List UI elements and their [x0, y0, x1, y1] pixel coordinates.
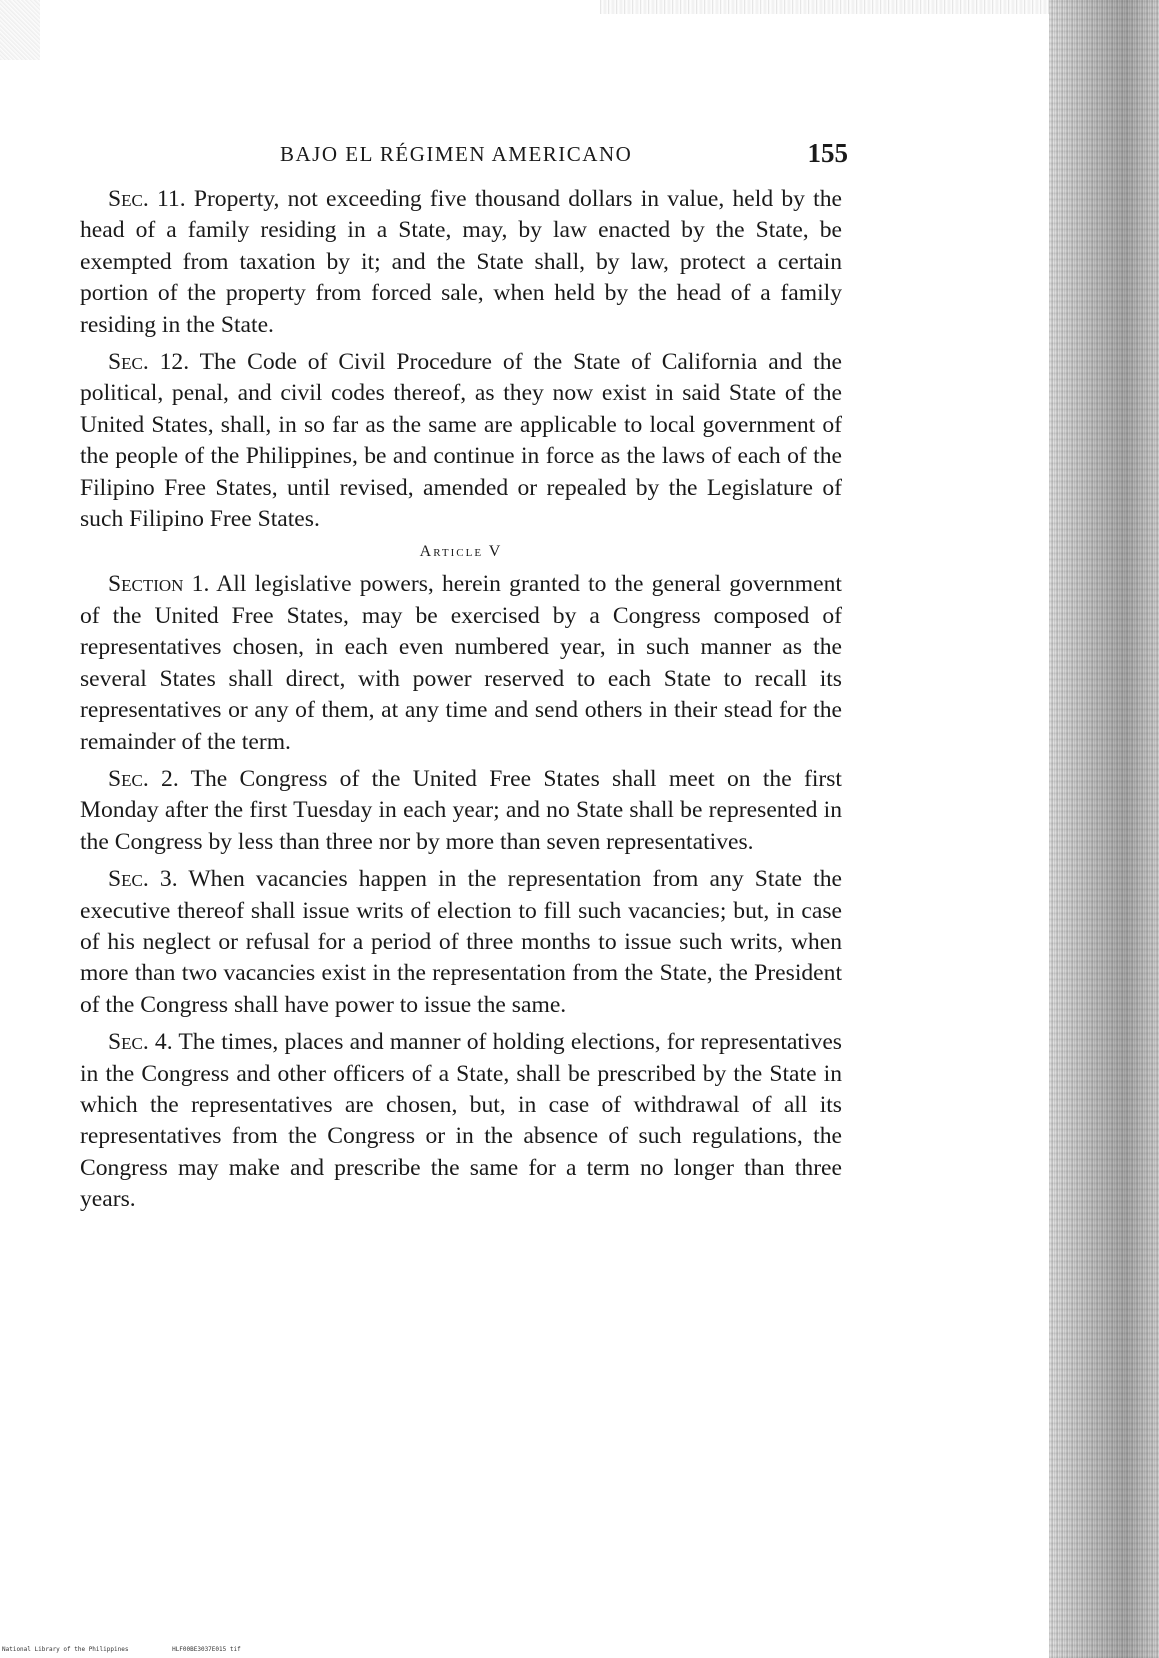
section-label: Sec. 12.: [108, 349, 190, 376]
section-label: Sec. 2.: [108, 765, 179, 792]
section-text: The times, places and manner of holding elections, for representatives in the Congress and other officers of a State, shall be prescribed by the State in which the representatives are chosen, but, in case of withdrawal of all its representatives from the Congress or in the absence of such regulations, the Congress may make and prescribe the same for a term no longer than three years.: [80, 1029, 842, 1213]
article-heading: Article V: [419, 543, 503, 561]
article-section-3: [80, 864, 842, 1021]
running-title: BAJO EL RÉGIMEN AMERICANO: [280, 142, 633, 166]
section-text: The Congress of the United Free States shall meet on the first Monday after the first Tuesday in each year; and no State shall be represented in the Congress by less than three nor by more than seven representatives.: [80, 765, 842, 855]
footer-code: HLF00BE3037E015 tif: [172, 1646, 241, 1653]
section-11: [80, 184, 842, 341]
section-label: Section 1.: [108, 571, 210, 598]
scan-footer: [2, 1646, 281, 1653]
section-text: When vacancies happen in the representation from any State the executive thereof shall issue writs of election to fill such vacancies; but, in case of his neglect or refusal for a period of three months to issue such writs, when more than two vacancies exist in the representation from the State, the President of the Congress shall have power to issue the same.: [80, 866, 842, 1018]
scan-top-noise: [600, 0, 1070, 14]
section-12: [80, 347, 842, 535]
page-number: 155: [807, 138, 848, 168]
scan-edge-strip: [1049, 0, 1159, 1658]
section-label: Sec. 3.: [108, 866, 178, 893]
section-text: All legislative powers, herein granted to the general government of the United Free States, may be exercised by a Congress composed of representatives chosen, in each even numbered year, in such manner as the several States shall direct, with power reserved to each State to recall its representatives or any of them, at any time and send others in their stead for the remainder of the term.: [80, 571, 842, 755]
article-section-1: [80, 569, 842, 757]
article-section-4: [80, 1027, 842, 1215]
article-section-2: [80, 764, 842, 858]
footer-library: National Library of the Philippines: [2, 1646, 129, 1653]
section-label: Sec. 4.: [108, 1029, 173, 1056]
section-label: Sec. 11.: [108, 186, 186, 212]
scan-corner-noise: [0, 0, 40, 60]
running-head: [80, 138, 848, 172]
section-text: The Code of Civil Procedure of the State of California and the political, penal, and civil codes thereof, as they now exist in said State of the United States, shall, in so far as the same are applicable to local government of the people of the Philippines, be and continue in force as the laws of each of the Filipino Free States, until revised, amended or repealed by the Legislature of such Filipino Free States.: [80, 349, 842, 533]
section-text: Property, not exceeding five thousand dollars in value, held by the head of a family residing in a State, may, by law enacted by the State, be exempted from taxation by it; and the State shall, by law, protect a certain portion of the property from forced sale, when held by the head of a family residing in the State.: [80, 186, 842, 338]
book-page: [80, 138, 848, 1222]
